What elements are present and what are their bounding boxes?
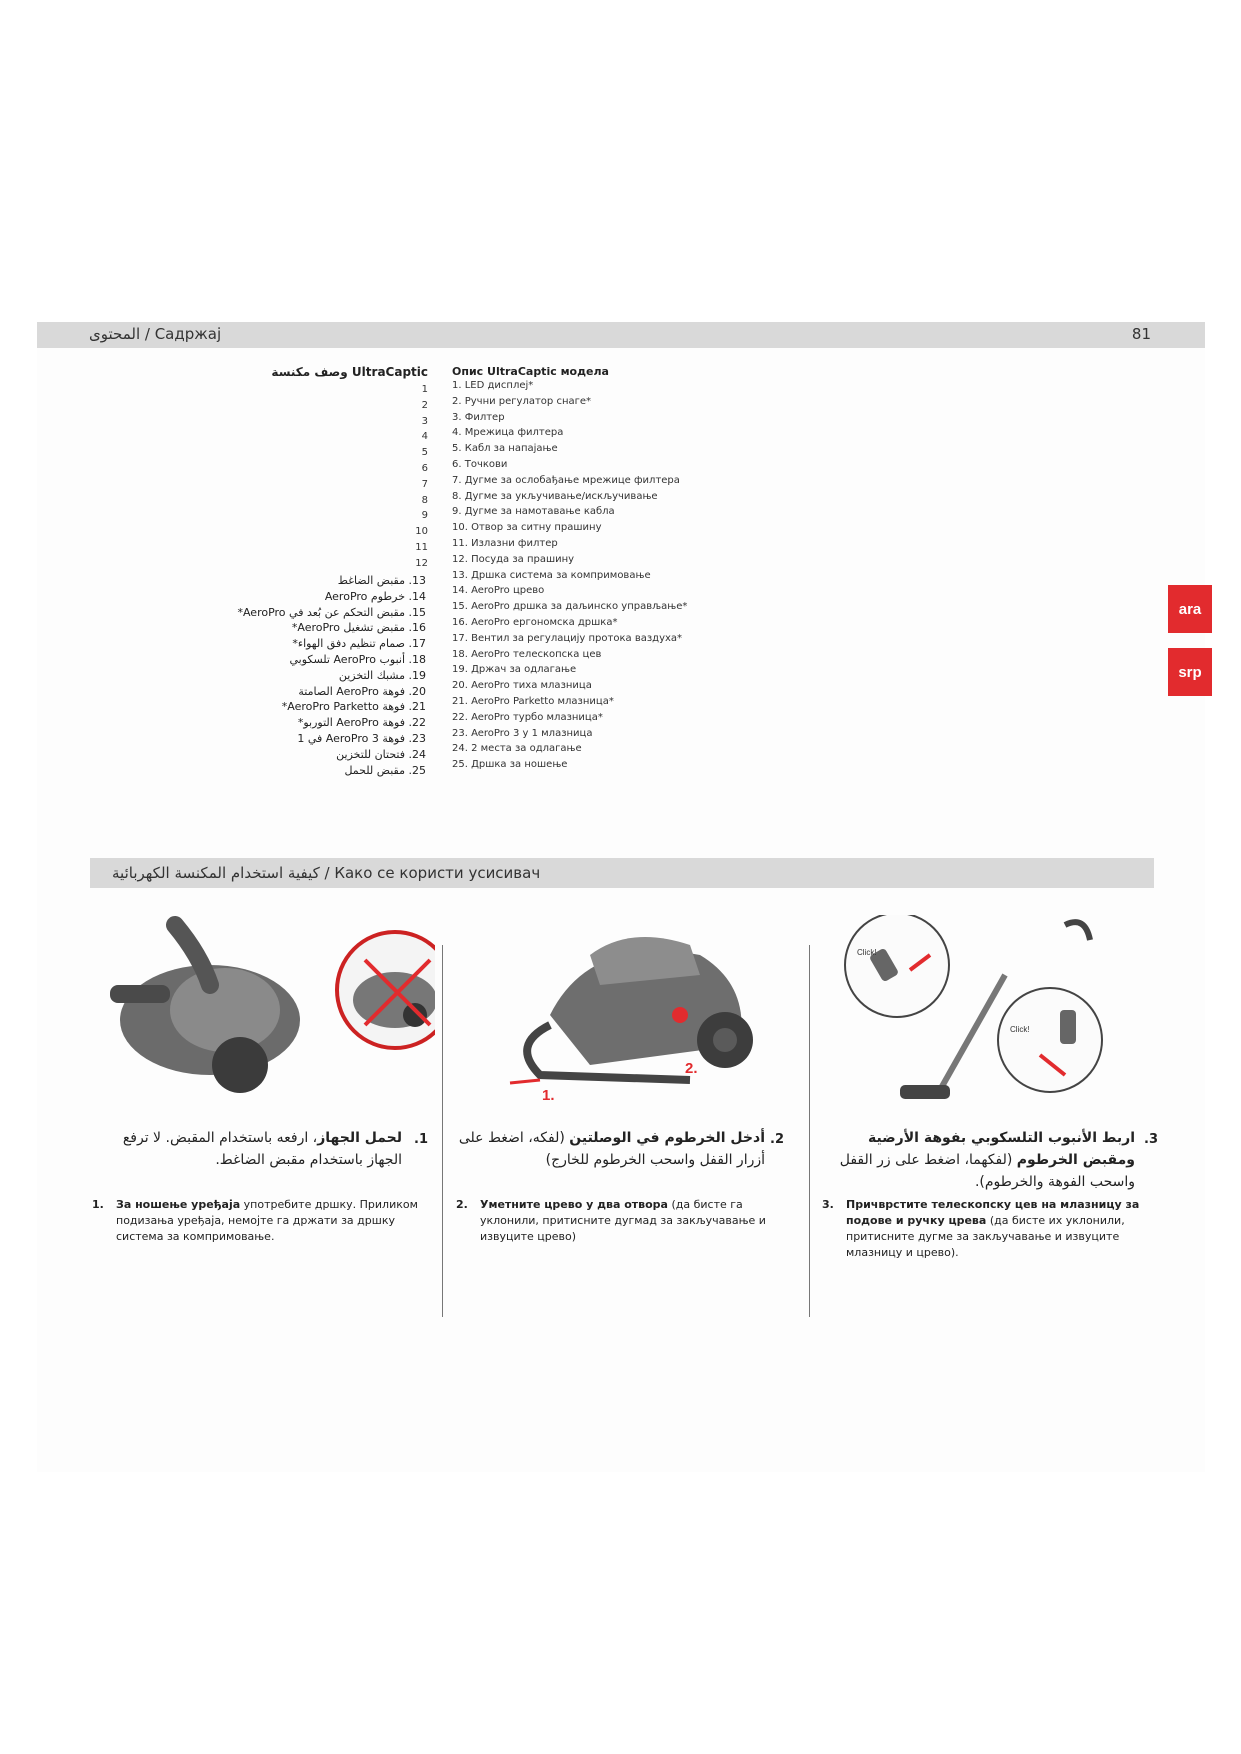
- page-title: المحتوى / Садржај: [89, 325, 222, 343]
- list-item: 25. مقبض للحمل: [344, 763, 426, 777]
- step-caption-ar-bold: أدخل الخرطوم في الوصلتين: [569, 1130, 765, 1146]
- list-item: 18. AeroPro телескопска цев: [452, 648, 602, 660]
- list-item: 13. مقبض الضاغط: [337, 574, 426, 587]
- step-caption-sr-text: (да бисте их уклонили, притисните дугме за закључавање и извуците млазницу и црево).: [846, 1214, 1125, 1259]
- list-number: 5: [421, 447, 428, 459]
- parts-list-ar: [190, 574, 426, 779]
- list-item: 15. AeroPro дршка за даљинско управљање*: [452, 601, 688, 613]
- usage-section-bar: [90, 858, 1154, 888]
- list-item: 10. Отвор за ситну прашину: [452, 522, 602, 534]
- list-item: 18. أنبوب AeroPro تلسكوبي: [289, 652, 426, 666]
- click-label: Click!: [1010, 1025, 1030, 1034]
- list-item: 14. AeroPro црево: [452, 585, 545, 597]
- usage-section-title: كيفية استخدام المكنسة الكهربائية / Како се користи усисивач: [112, 864, 541, 882]
- list-item: 14. خرطوم AeroPro: [324, 589, 426, 603]
- description-title-ar: وصف مكنسة UltraCaptic: [271, 365, 428, 379]
- step-caption-sr: [92, 1197, 432, 1245]
- step-number-sr: 1.: [92, 1198, 104, 1211]
- step-caption-sr-text: употребите дршку. Приликом подизања уређаја, немојте га држати за дршку система за компримовање.: [116, 1198, 418, 1243]
- list-item: 24. فتحتان للتخزين: [336, 747, 426, 761]
- telescopic-tube-illustration: [835, 915, 1135, 1105]
- step-caption-sr-text: (да бисте га уклонили, притисните дугмад за закључавање и извуците црево): [480, 1198, 766, 1243]
- step-marker-2: 2.: [685, 1060, 698, 1077]
- list-item: 17. صمام تنظيم دفق الهواء*: [292, 637, 426, 651]
- step-caption-sr: [822, 1197, 1152, 1261]
- page-number: 81: [1131, 325, 1151, 343]
- step-caption-ar: [90, 1127, 402, 1171]
- list-item: 17. Вентил за регулацију протока ваздуха*: [452, 632, 683, 644]
- list-number: 2: [421, 399, 428, 411]
- list-item: 16. مقبض تشغيل AeroPro*: [291, 621, 426, 635]
- lang-tab-srp[interactable]: srp: [1168, 648, 1212, 696]
- step-caption-ar-text: ، ارفعه باستخدام المقبض. لا ترفع الجهاز باستخدام مقبض الضاغط.: [122, 1130, 402, 1168]
- list-number: 3: [421, 415, 428, 427]
- list-item: 7. Дугме за ослобађање мрежице филтера: [452, 474, 680, 486]
- list-item: 22. AeroPro турбо млазница*: [452, 711, 603, 723]
- list-item: 16. AeroPro ергономска дршка*: [452, 616, 618, 628]
- list-item: 21. AeroPro Parketto млазница*: [452, 695, 614, 707]
- list-number: 4: [421, 431, 428, 443]
- lang-tab-ara[interactable]: ara: [1168, 585, 1212, 633]
- list-number: 6: [421, 462, 428, 474]
- list-item: 25. Дршка за ношење: [452, 759, 568, 771]
- step-caption-ar-bold: لحمل الجهاز: [317, 1130, 402, 1146]
- step-number-sr: 2.: [456, 1198, 468, 1211]
- column-divider: [809, 945, 810, 1317]
- list-item: 9. Дугме за намотавање кабла: [452, 506, 615, 518]
- list-item: 13. Дршка система за компримовање: [452, 569, 651, 581]
- list-item: 4. Мрежица филтера: [452, 427, 564, 439]
- step-caption-ar-text: (لفكهما، اضغط على زر القفل واسحب الفوهة والخرطوم).: [839, 1152, 1135, 1190]
- number-column: [390, 384, 428, 574]
- parts-list-sr: [452, 380, 752, 775]
- step-caption-ar: [455, 1127, 765, 1171]
- list-item: 21. فوهة AeroPro Parketto*: [281, 700, 426, 714]
- step-marker-1: 1.: [542, 1087, 555, 1104]
- step-number-ar: .1: [414, 1132, 428, 1147]
- insert-hose-illustration: [470, 915, 770, 1105]
- list-item: 1. LED дисплеј*: [452, 380, 534, 391]
- list-item: 19. مشبك التخزين: [338, 668, 426, 682]
- step-number-sr: 3.: [822, 1198, 834, 1211]
- description-title-sr: Опис UltraCaptic модела: [452, 365, 609, 378]
- step-caption-ar-text: (لفكه، اضغط على أزرار القفل واسحب الخرطوم للخارج): [458, 1130, 765, 1168]
- click-label: Click!: [857, 948, 877, 957]
- step-number-ar: .3: [1144, 1132, 1158, 1147]
- list-number: 12: [415, 557, 428, 569]
- header-bar: [37, 322, 1205, 348]
- carry-vacuum-illustration: [90, 915, 435, 1105]
- list-number: 1: [421, 384, 428, 395]
- list-number: 10: [415, 526, 428, 538]
- list-item: 6. Точкови: [452, 458, 508, 470]
- list-item: 19. Држач за одлагање: [452, 664, 577, 676]
- step-number-ar: .2: [770, 1132, 784, 1147]
- list-item: 20. فوهة AeroPro الصامتة: [298, 684, 426, 698]
- list-item: 23. فوهة AeroPro 3 في 1: [297, 731, 426, 745]
- list-number: 11: [415, 541, 428, 553]
- step-caption-sr-bold: За ношење уређаја: [116, 1198, 241, 1211]
- list-item: 12. Посуда за прашину: [452, 553, 575, 565]
- list-item: 11. Излазни филтер: [452, 537, 558, 549]
- step-caption-sr-bold: Уметните црево у два отвора: [480, 1198, 668, 1211]
- list-item: 2. Ручни регулатор снаге*: [452, 395, 592, 407]
- list-item: 23. AeroPro 3 у 1 млазница: [452, 727, 593, 739]
- step-caption-sr: [456, 1197, 796, 1245]
- list-item: 3. Филтер: [452, 411, 505, 423]
- step-caption-ar: [820, 1127, 1135, 1193]
- column-divider: [442, 945, 443, 1317]
- list-item: 22. فوهة AeroPro التوربو*: [297, 716, 426, 730]
- list-item: 24. 2 места за одлагање: [452, 743, 582, 755]
- list-item: 8. Дугме за укључивање/искључивање: [452, 490, 658, 502]
- list-number: 8: [421, 494, 428, 506]
- list-item: 15. مقبض التحكم عن بُعد في AeroPro*: [237, 605, 426, 619]
- list-number: 7: [421, 478, 428, 490]
- list-item: 20. AeroPro тиха млазница: [452, 680, 592, 692]
- step-caption-sr-bold: Причврстите телескопску цев на млазницу за подове и ручку црева: [846, 1198, 1140, 1227]
- list-item: 5. Кабл за напајање: [452, 443, 558, 455]
- list-number: 9: [421, 510, 428, 522]
- step-caption-ar-bold: اربط الأنبوب التلسكوبي بفوهة الأرضية ومقبض الخرطوم: [867, 1130, 1135, 1168]
